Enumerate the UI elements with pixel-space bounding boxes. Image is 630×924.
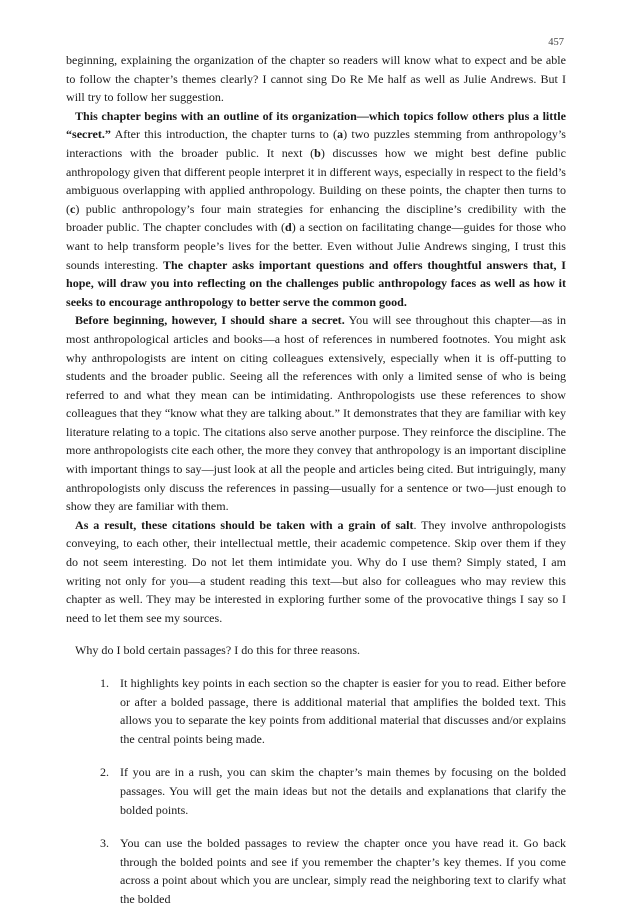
- bold-key-point: The chapter asks important questions and offers thoughtful answers that, I hope, will draw you into reflecting on the challenges public anthropology faces as well as how it seeks to encourage anthropology to better serve the common good.: [66, 257, 566, 309]
- list-item: [100, 763, 566, 819]
- paragraph-continuation: [66, 51, 566, 107]
- list-item: [100, 834, 566, 908]
- paragraph-text: You will see throughout this chapter—as in most anthropological articles and books—a host of references in numbered footnotes. You might ask why anthropologists are intent on citing colleagues extensively, especially when it is off-putting to students and the broader public. Seeing all the references with only a limited sense of who is being referred to and what they mean can be intimidating. Anthropologists use these references to show colleagues that they “know what they are talking about.” It demonstrates that they are familiar with key literature relating to a topic. The citations also serve another purpose. They reinforce the discipline. The more anthropologists cite each other, the more they convey that anthropology is an important discipline with important things to say—just look at all the people and articles being cited. But intriguingly, many anthropologists only discuss the references in passing—usually for a sentence or two—just enough to show they are familiar with them.: [66, 313, 566, 514]
- paragraph-citations: [66, 516, 566, 628]
- paragraph-text: After this introduction, the chapter turns to (: [110, 127, 338, 142]
- paragraph-text: . They involve anthropologists conveying, to each other, their intellectual mettle, their academic competence. Skip over them if they do not seem interesting. Do not let them intimidate you. Why do I use them? Simply stated, I am writing not only for you—a student reading this text—but also for colleagues who may review this chapter as well. They may be interested in exploring further some of the provocative things I say so I need to let them see my sources.: [66, 517, 566, 625]
- list-number: 3.: [100, 836, 110, 851]
- paragraph-text: ) a section on facilitating change—guides for those who want to help transform people’s lives for the better. Even without Julie Andrews singing, I trust this sounds interesting.: [66, 220, 566, 272]
- paragraph-text: beginning, explaining the organization of the chapter so readers will know what to expect and be able to follow the chapter’s themes clearly? I cannot sing Do Re Me half as well as Julie Andrews. But I will try to follow her suggestion.: [66, 53, 566, 105]
- paragraph-chapter-outline: [66, 107, 566, 312]
- paragraph-text: ) public anthropology’s four main strategies for enhancing the discipline’s credibility with the broader public. The chapter concludes with (: [66, 201, 566, 235]
- paragraph-text: ) discusses how we might best define public anthropology given that different people interpret it in different ways, especially in respect to the field’s ambiguous overlapping with applied anthropology. Building on these points, the chapter then turns to (: [66, 145, 566, 216]
- paragraph-text: ) two puzzles stemming from anthropology’s interactions with the broader public. It next (: [66, 127, 566, 160]
- list-item-text: If you are in a rush, you can skim the chapter’s main themes by focusing on the bolded passages. You will get the main ideas but not the details and explanations that clarify the bolded points.: [120, 765, 566, 817]
- bold-key-point: As a result, these citations should be taken with a grain of salt: [75, 517, 414, 532]
- list-item-text: It highlights key points in each section so the chapter is easier for you to read. Either before or after a bolded passage, there is additional material that amplifies the bolded text. This allows you to separate the key points from additional material that discusses and/or explains the central points being made.: [120, 676, 566, 746]
- page-content: [66, 51, 566, 924]
- list-number: 1.: [100, 676, 110, 690]
- page-number: 457: [548, 37, 564, 48]
- paragraph-secret: [66, 311, 566, 516]
- list-number: 2.: [100, 765, 110, 780]
- bold-letter-d: d: [285, 220, 292, 235]
- list-item: [100, 674, 566, 748]
- bold-key-point: This chapter begins with an outline of its organization—which topics follow others plus a little “secret.”: [66, 108, 566, 142]
- bold-letter-b: b: [314, 145, 321, 160]
- list-intro: Why do I bold certain passages? I do this for three reasons.: [75, 643, 361, 658]
- bold-key-point: Before beginning, however, I should share a secret.: [75, 313, 345, 328]
- bold-letter-a: a: [337, 127, 344, 142]
- list-item-text: You can use the bolded passages to review the chapter once you have read it. Go back through the bolded points and see if you remember the chapter’s key themes. If you come across a point about which you are unclear, simply read the neighboring text to clarify what the bolded: [120, 836, 566, 906]
- bold-letter-c: c: [70, 201, 76, 216]
- reasons-list: [66, 674, 566, 909]
